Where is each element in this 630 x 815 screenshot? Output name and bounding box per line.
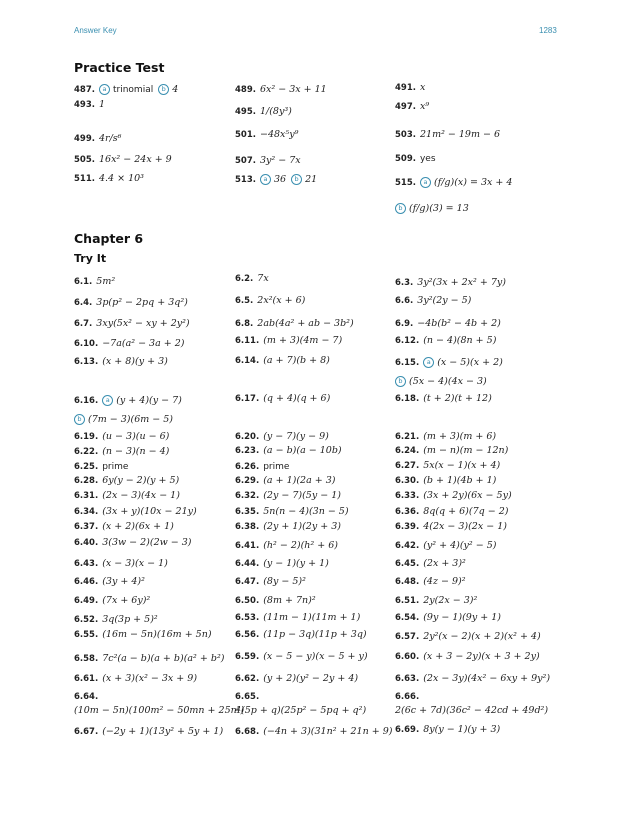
- answer-number: 6.28.: [74, 476, 99, 486]
- try-it-answer: [235, 461, 289, 473]
- answer-value: 36: [273, 174, 287, 185]
- answer-number: 6.15.: [395, 358, 420, 368]
- answer-value: (8m + 7n)²: [263, 595, 316, 606]
- try-it-answer: [74, 276, 115, 288]
- try-it-answer: [74, 506, 197, 518]
- answer-value: 4.4 × 10³: [98, 173, 144, 184]
- try-it-answer: [235, 705, 366, 717]
- answer-number: 6.26.: [235, 462, 260, 472]
- answer-value: 3y²(2y − 5): [417, 295, 472, 306]
- try-it-answer: [395, 631, 541, 643]
- answer-value: (m + 3)(4m − 7): [263, 335, 343, 346]
- answer-number: 6.38.: [235, 522, 260, 532]
- answer-number: 6.69.: [395, 725, 420, 735]
- answer-value: (3y + 4)²: [102, 576, 145, 587]
- try-it-answer: [74, 595, 150, 607]
- answer-value: −4b(b² − 4b + 2): [417, 318, 501, 329]
- answer-value: x: [419, 82, 426, 93]
- answer-number: 6.10.: [74, 339, 99, 349]
- answer-number: 6.54.: [395, 613, 420, 623]
- chapter-title: Chapter 6: [74, 231, 144, 246]
- try-it-answer: [74, 297, 188, 309]
- answer-value: (2x + 3)²: [423, 558, 466, 569]
- answer-value: (7x + 6y)²: [102, 595, 151, 606]
- answer-value: 2(6c + 7d)(36c² − 42cd + 49d²): [395, 705, 549, 716]
- try-it-answer: [74, 691, 102, 703]
- section-title: Try It: [74, 252, 107, 265]
- answer-number: 6.48.: [395, 577, 420, 587]
- part-a-marker: a: [102, 395, 113, 406]
- answer-number: 6.36.: [395, 507, 420, 517]
- answer-value: 4(5p + q)(25p² − 5pq + q²): [235, 705, 367, 716]
- answer-number: 6.17.: [235, 394, 260, 404]
- try-it-answer: [235, 540, 338, 552]
- try-it-answer: [395, 506, 508, 518]
- try-it-answer: [235, 612, 360, 624]
- answer-value: x⁹: [419, 101, 430, 112]
- try-it-answer: [395, 705, 548, 717]
- answer-value: 3q(3p + 5)²: [102, 614, 158, 625]
- try-it-answer: [395, 540, 496, 552]
- try-it-answer: [395, 724, 500, 736]
- try-it-answer: [235, 318, 354, 330]
- answer-number: 6.8.: [235, 319, 254, 329]
- try-it-answer: [235, 355, 330, 367]
- practice-test-answer: [395, 153, 441, 165]
- answer-value: 16x² − 24x + 9: [98, 154, 172, 165]
- answer-value: 1: [98, 99, 106, 110]
- try-it-answer: [395, 335, 496, 347]
- try-it-answer: [235, 475, 336, 487]
- try-it-answer: [74, 414, 173, 426]
- answer-number: 6.1.: [74, 277, 93, 287]
- answer-number: 507.: [235, 156, 256, 166]
- answer-value: (2y + 1)(2y + 3): [263, 521, 341, 532]
- practice-test-answer: [235, 174, 322, 186]
- answer-value: 1/(8y³): [259, 106, 292, 117]
- answer-value: 8q(q + 6)(7q − 2): [423, 506, 509, 517]
- answer-value: (h² − 2)(h² + 6): [263, 540, 338, 551]
- answer-value: (11m − 1)(11m + 1): [263, 612, 361, 623]
- answer-value: 3y² − 7x: [259, 155, 301, 166]
- try-it-answer: [395, 460, 500, 472]
- answer-value: 6y(y − 2)(y + 5): [102, 475, 180, 486]
- answer-number: 513.: [235, 175, 256, 185]
- part-a-marker: a: [423, 357, 434, 368]
- page-number: 1283: [539, 26, 557, 35]
- try-it-answer: [74, 614, 158, 626]
- try-it-answer: [395, 357, 503, 369]
- try-it-answer: [235, 726, 392, 738]
- practice-test-answer: [395, 129, 505, 141]
- answer-number: 6.40.: [74, 538, 99, 548]
- answer-number: 6.25.: [74, 462, 99, 472]
- answer-value: 3p(p² − 2pq + 3q²): [96, 297, 188, 308]
- answer-number: 6.58.: [74, 654, 99, 664]
- try-it-answer: [395, 576, 466, 588]
- answer-number: 6.19.: [74, 432, 99, 442]
- try-it-answer: [395, 295, 471, 307]
- answer-value: −7a(a² − 3a + 2): [102, 338, 185, 349]
- try-it-answer: [395, 558, 466, 570]
- answer-number: 6.35.: [235, 507, 260, 517]
- answer-number: 6.34.: [74, 507, 99, 517]
- try-it-answer: [395, 431, 496, 443]
- try-it-answer: [74, 705, 244, 717]
- answer-number: 6.20.: [235, 432, 260, 442]
- try-it-answer: [74, 475, 179, 487]
- try-it-answer: [235, 490, 341, 502]
- answer-value: (3x + 2y)(6x − 5y): [423, 490, 512, 501]
- answer-number: 6.47.: [235, 577, 260, 587]
- try-it-answer: [395, 475, 496, 487]
- answer-number: 6.27.: [395, 461, 420, 471]
- try-it-answer: [74, 673, 197, 685]
- practice-test-answer: [235, 155, 306, 167]
- try-it-answer: [74, 356, 168, 368]
- answer-value: 5x(x − 1)(x + 4): [423, 460, 501, 471]
- answer-value: 4(2x − 3)(2x − 1): [423, 521, 507, 532]
- answer-number: 6.49.: [74, 596, 99, 606]
- practice-test-answer: [74, 173, 149, 185]
- answer-value: 6x² − 3x + 11: [259, 84, 327, 95]
- try-it-answer: [235, 431, 329, 443]
- answer-value: 7x: [257, 273, 269, 284]
- answer-value: (x + 3 − 2y)(x + 3 + 2y): [423, 651, 540, 662]
- answer-number: 6.39.: [395, 522, 420, 532]
- try-it-answer: [74, 446, 169, 458]
- answer-number: 6.60.: [395, 652, 420, 662]
- try-it-answer: [74, 726, 223, 738]
- try-it-answer: [235, 521, 341, 533]
- answer-number: 489.: [235, 85, 256, 95]
- answer-value: 7c²(a − b)(a + b)(a² + b²): [102, 653, 225, 664]
- answer-value: 8y(y − 1)(y + 3): [423, 724, 501, 735]
- answer-number: 491.: [395, 83, 416, 93]
- answer-number: 6.16.: [74, 396, 99, 406]
- try-it-answer: [235, 273, 269, 285]
- answer-value: (−2y + 1)(13y² + 5y + 1): [102, 726, 224, 737]
- answer-number: 6.63.: [395, 674, 420, 684]
- answer-value: (m + 3)(m + 6): [423, 431, 497, 442]
- try-it-answer: [395, 490, 512, 502]
- answer-number: 501.: [235, 130, 256, 140]
- answer-value: (16m − 5n)(16m + 5n): [102, 629, 212, 640]
- practice-test-answer: [395, 203, 474, 215]
- answer-value: (−4n + 3)(31n² + 21n + 9): [263, 726, 393, 737]
- answer-number: 6.51.: [395, 596, 420, 606]
- try-it-answer: [235, 295, 305, 307]
- answer-value: (y + 4)(y − 7): [116, 395, 182, 406]
- answer-number: 493.: [74, 100, 95, 110]
- answer-number: 6.5.: [235, 296, 254, 306]
- try-it-answer: [395, 691, 423, 703]
- answer-number: 6.46.: [74, 577, 99, 587]
- answer-value: trinomial: [112, 85, 154, 95]
- answer-number: 6.68.: [235, 727, 260, 737]
- answer-value: (x + 8)(y + 3): [102, 356, 168, 367]
- answer-number: 6.22.: [74, 447, 99, 457]
- answer-value: (u − 3)(u − 6): [102, 431, 170, 442]
- part-a-marker: a: [99, 84, 110, 95]
- practice-test-answer: [235, 106, 297, 118]
- try-it-answer: [235, 393, 330, 405]
- answer-value: (x − 3)(x − 1): [102, 558, 168, 569]
- answer-value: 2y²(x − 2)(x + 2)(x² + 4): [423, 631, 541, 642]
- answer-number: 6.9.: [395, 319, 414, 329]
- try-it-answer: [235, 445, 342, 457]
- answer-number: 503.: [395, 130, 416, 140]
- try-it-answer: [74, 521, 174, 533]
- answer-value: (y − 7)(y − 9): [263, 431, 329, 442]
- answer-value: (11p − 3q)(11p + 3q): [263, 629, 367, 640]
- part-b-marker: b: [158, 84, 169, 95]
- answer-number: 6.32.: [235, 491, 260, 501]
- try-it-answer: [395, 393, 492, 405]
- try-it-answer: [74, 558, 168, 570]
- header-left: Answer Key: [74, 26, 117, 35]
- answer-number: 6.21.: [395, 432, 420, 442]
- answer-value: (q + 4)(q + 6): [263, 393, 331, 404]
- try-it-answer: [395, 612, 501, 624]
- answer-value: (2y − 7)(5y − 1): [263, 490, 341, 501]
- try-it-answer: [74, 537, 192, 549]
- answer-number: 6.31.: [74, 491, 99, 501]
- answer-number: 511.: [74, 174, 95, 184]
- answer-number: 6.53.: [235, 613, 260, 623]
- answer-value: 21: [305, 174, 318, 185]
- answer-value: (10m − 5n)(100m² − 50mn + 25n²): [74, 705, 245, 716]
- part-a-marker: a: [420, 177, 431, 188]
- answer-value: (7m − 3)(6m − 5): [88, 414, 174, 425]
- try-it-answer: [74, 653, 224, 665]
- answer-number: 487.: [74, 85, 95, 95]
- answer-number: 505.: [74, 155, 95, 165]
- answer-number: 6.24.: [395, 446, 420, 456]
- answer-number: 6.61.: [74, 674, 99, 684]
- try-it-answer: [395, 277, 506, 289]
- answer-number: 6.44.: [235, 559, 260, 569]
- answer-number: 6.41.: [235, 541, 260, 551]
- practice-test-answer: [395, 101, 434, 113]
- try-it-answer: [74, 576, 145, 588]
- answer-value: 3(3w − 2)(2w − 3): [102, 537, 192, 548]
- answer-value: prime: [102, 462, 129, 472]
- try-it-answer: [395, 376, 487, 388]
- answer-value: (b + 1)(4b + 1): [423, 475, 497, 486]
- practice-test-answer: [74, 133, 126, 145]
- answer-value: (y − 1)(y + 1): [263, 558, 329, 569]
- answer-value: −48x⁵y⁹: [259, 129, 299, 140]
- part-a-marker: a: [260, 174, 271, 185]
- answer-number: 6.55.: [74, 630, 99, 640]
- try-it-answer: [235, 691, 263, 703]
- answer-number: 6.64.: [74, 692, 99, 702]
- answer-number: 6.14.: [235, 356, 260, 366]
- answer-value: 5m²: [96, 276, 116, 287]
- try-it-answer: [74, 318, 190, 330]
- answer-number: 6.2.: [235, 274, 254, 284]
- answer-value: 3y²(3x + 2x² + 7y): [417, 277, 506, 288]
- part-b-marker: b: [395, 203, 406, 214]
- answer-value: (n − 4)(8n + 5): [423, 335, 497, 346]
- answer-number: 499.: [74, 134, 95, 144]
- answer-value: prime: [263, 462, 290, 472]
- answer-value: (m − n)(m − 12n): [423, 445, 509, 456]
- practice-test-answer: [235, 84, 332, 96]
- answer-number: 6.12.: [395, 336, 420, 346]
- answer-value: (9y − 1)(9y + 1): [423, 612, 501, 623]
- answer-number: 6.56.: [235, 630, 260, 640]
- try-it-answer: [235, 558, 329, 570]
- try-it-answer: [235, 595, 316, 607]
- answer-value: yes: [419, 154, 436, 164]
- practice-test-title: Practice Test: [74, 60, 165, 75]
- try-it-answer: [395, 318, 501, 330]
- answer-number: 6.3.: [395, 278, 414, 288]
- answer-value: (x + 2)(6x + 1): [102, 521, 174, 532]
- try-it-answer: [74, 490, 180, 502]
- try-it-answer: [235, 576, 306, 588]
- try-it-answer: [74, 461, 128, 473]
- answer-value: (y + 2)(y² − 2y + 4): [263, 673, 359, 684]
- try-it-answer: [235, 335, 342, 347]
- answer-number: 6.62.: [235, 674, 260, 684]
- answer-number: 6.37.: [74, 522, 99, 532]
- try-it-answer: [74, 629, 212, 641]
- try-it-answer: [74, 338, 185, 350]
- try-it-answer: [395, 651, 540, 663]
- answer-number: 6.18.: [395, 394, 420, 404]
- part-b-marker: b: [291, 174, 302, 185]
- answer-number: 6.45.: [395, 559, 420, 569]
- answer-number: 497.: [395, 102, 416, 112]
- answer-number: 6.50.: [235, 596, 260, 606]
- answer-number: 6.67.: [74, 727, 99, 737]
- answer-number: 6.7.: [74, 319, 93, 329]
- try-it-answer: [395, 673, 550, 685]
- answer-value: (t + 2)(t + 12): [423, 393, 492, 404]
- try-it-answer: [395, 445, 508, 457]
- answer-value: 3xy(5x² − xy + 2y²): [96, 318, 190, 329]
- answer-value: 2ab(4a² + ab − 3b²): [257, 318, 354, 329]
- part-b-marker: b: [395, 376, 406, 387]
- answer-number: 6.33.: [395, 491, 420, 501]
- answer-value: (x + 3)(x² − 3x + 9): [102, 673, 198, 684]
- answer-value: 21m² − 19m − 6: [419, 129, 501, 140]
- part-b-marker: b: [74, 414, 85, 425]
- answer-value: (f/g)(3) = 13: [409, 203, 469, 214]
- try-it-answer: [74, 395, 182, 407]
- answer-number: 6.13.: [74, 357, 99, 367]
- try-it-answer: [74, 431, 169, 443]
- try-it-answer: [395, 521, 507, 533]
- try-it-answer: [395, 595, 477, 607]
- answer-number: 6.43.: [74, 559, 99, 569]
- practice-test-answer: [74, 84, 183, 96]
- answer-number: 6.57.: [395, 632, 420, 642]
- try-it-answer: [235, 673, 358, 685]
- answer-value: (a − b)(a − 10b): [263, 445, 342, 456]
- answer-number: 6.42.: [395, 541, 420, 551]
- answer-value: 4: [172, 84, 179, 95]
- answer-number: 6.29.: [235, 476, 260, 486]
- answer-value: 2x²(x + 6): [257, 295, 306, 306]
- answer-number: 6.65.: [235, 692, 260, 702]
- answer-number: 6.4.: [74, 298, 93, 308]
- answer-number: 515.: [395, 178, 416, 188]
- answer-number: 6.6.: [395, 296, 414, 306]
- answer-value: 5n(n − 4)(3n − 5): [263, 506, 349, 517]
- answer-value: (a + 7)(b + 8): [263, 355, 330, 366]
- answer-value: (3x + y)(10x − 21y): [102, 506, 197, 517]
- answer-number: 6.59.: [235, 652, 260, 662]
- try-it-answer: [235, 506, 349, 518]
- practice-test-answer: [235, 129, 303, 141]
- answer-number: 495.: [235, 107, 256, 117]
- answer-value: (x − 5)(x + 2): [437, 357, 503, 368]
- answer-value: (2x − 3)(4x − 1): [102, 490, 180, 501]
- try-it-answer: [235, 651, 368, 663]
- answer-number: 6.66.: [395, 692, 420, 702]
- answer-value: (n − 3)(n − 4): [102, 446, 170, 457]
- practice-test-answer: [74, 154, 177, 166]
- answer-number: 6.30.: [395, 476, 420, 486]
- answer-number: 509.: [395, 154, 416, 164]
- answer-value: (8y − 5)²: [263, 576, 306, 587]
- answer-value: (y² + 4)(y² − 5): [423, 540, 497, 551]
- answer-number: 6.52.: [74, 615, 99, 625]
- answer-value: (x − 5 − y)(x − 5 + y): [263, 651, 368, 662]
- answer-value: (f/g)(x) = 3x + 4: [433, 177, 513, 188]
- practice-test-answer: [395, 82, 430, 94]
- answer-value: (2x − 3y)(4x² − 6xy + 9y²): [423, 673, 551, 684]
- answer-number: 6.11.: [235, 336, 260, 346]
- practice-test-answer: [74, 99, 110, 111]
- answer-value: (4z − 9)²: [423, 576, 466, 587]
- answer-value: 4r/s⁶: [98, 133, 122, 144]
- answer-value: (5x − 4)(4x − 3): [409, 376, 487, 387]
- try-it-answer: [235, 629, 367, 641]
- answer-value: (a + 1)(2a + 3): [263, 475, 336, 486]
- practice-test-answer: [395, 177, 517, 189]
- answer-number: 6.23.: [235, 446, 260, 456]
- answer-value: 2y(2x − 3)²: [423, 595, 478, 606]
